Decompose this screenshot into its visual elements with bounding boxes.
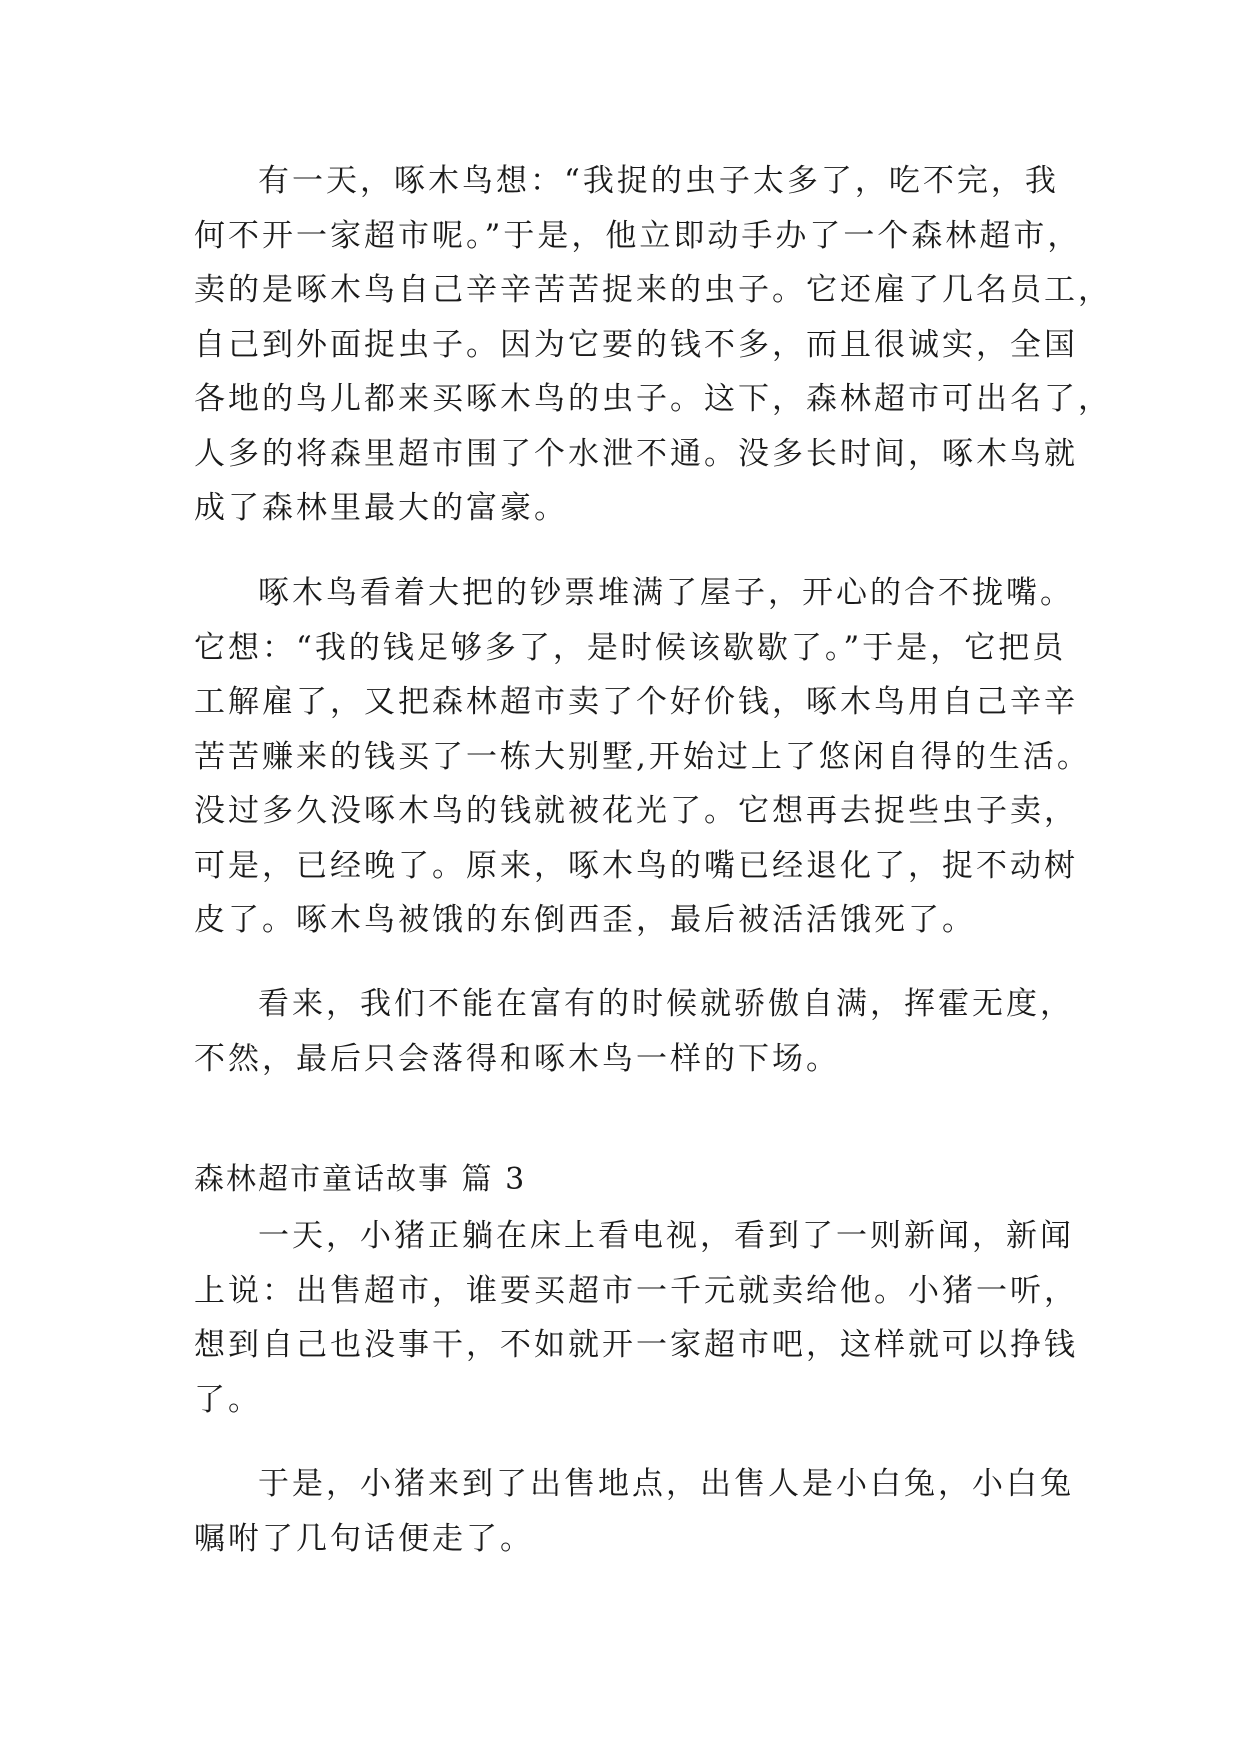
- story3-paragraph-2: [194, 1457, 1094, 1566]
- text-line: 卖的是啄木鸟自己辛辛苦苦捉来的虫子。它还雇了几名员工，: [194, 272, 1112, 308]
- text-line: 自己到外面捉虫子。因为它要的钱不多，而且很诚实，全国: [194, 326, 1078, 363]
- story2-paragraph-1: [194, 154, 1112, 536]
- text-line: 成了森林里最大的富豪。: [194, 490, 568, 526]
- text-line: 上说：出售超市，谁要买超市一千元就卖给他。小猪一听，: [194, 1272, 1078, 1309]
- text-line: 想到自己也没事干，不如就开一家超市吧，这样就可以挣钱: [194, 1327, 1078, 1363]
- text-line: 嘱咐了几句话便走了。: [194, 1520, 534, 1557]
- text-line: 一天，小猪正躺在床上看电视，看到了一则新闻，新闻: [258, 1218, 1074, 1254]
- text-line: 没过多久没啄木鸟的钱就被花光了。它想再去捉些虫子卖，: [194, 793, 1078, 829]
- text-line: 皮了。啄木鸟被饿的东倒西歪，最后被活活饿死了。: [194, 902, 976, 938]
- text-line: 看来，我们不能在富有的时候就骄傲自满，挥霍无度，: [258, 986, 1074, 1022]
- text-line: 人多的将森里超市围了个水泄不通。没多长时间，啄木鸟就: [194, 435, 1078, 472]
- text-line: 它想：“我的钱足够多了，是时候该歇歇了。”于是，它把员: [194, 629, 1067, 666]
- text-line: 可是，已经晚了。原来，啄木鸟的嘴已经退化了，捉不动树: [194, 847, 1078, 884]
- section-heading: 森林超市童话故事 篇 3: [194, 1162, 527, 1197]
- text-line: 苦苦赚来的钱买了一栋大别墅,开始过上了悠闲自得的生活。: [194, 738, 1091, 775]
- text-line: 何不开一家超市呢。”于是，他立即动手办了一个森林超市，: [194, 217, 1082, 254]
- story2-paragraph-2: [194, 566, 1094, 948]
- text-line: 有一天，啄木鸟想：“我捉的虫子太多了，吃不完，我: [258, 163, 1059, 199]
- text-line: 不然，最后只会落得和啄木鸟一样的下场。: [194, 1040, 840, 1077]
- text-line: 于是，小猪来到了出售地点，出售人是小白兔，小白兔: [258, 1466, 1074, 1502]
- text-line: 工解雇了，又把森林超市卖了个好价钱，啄木鸟用自己辛辛: [194, 684, 1078, 720]
- story2-paragraph-3: [194, 977, 1094, 1086]
- text-line: 啄木鸟看着大把的钞票堆满了屋子，开心的合不拢嘴。: [258, 575, 1074, 611]
- text-line: 了。: [194, 1381, 262, 1418]
- text-line: 各地的鸟儿都来买啄木鸟的虫子。这下，森林超市可出名了，: [194, 381, 1112, 417]
- story3-paragraph-1: [194, 1209, 1094, 1427]
